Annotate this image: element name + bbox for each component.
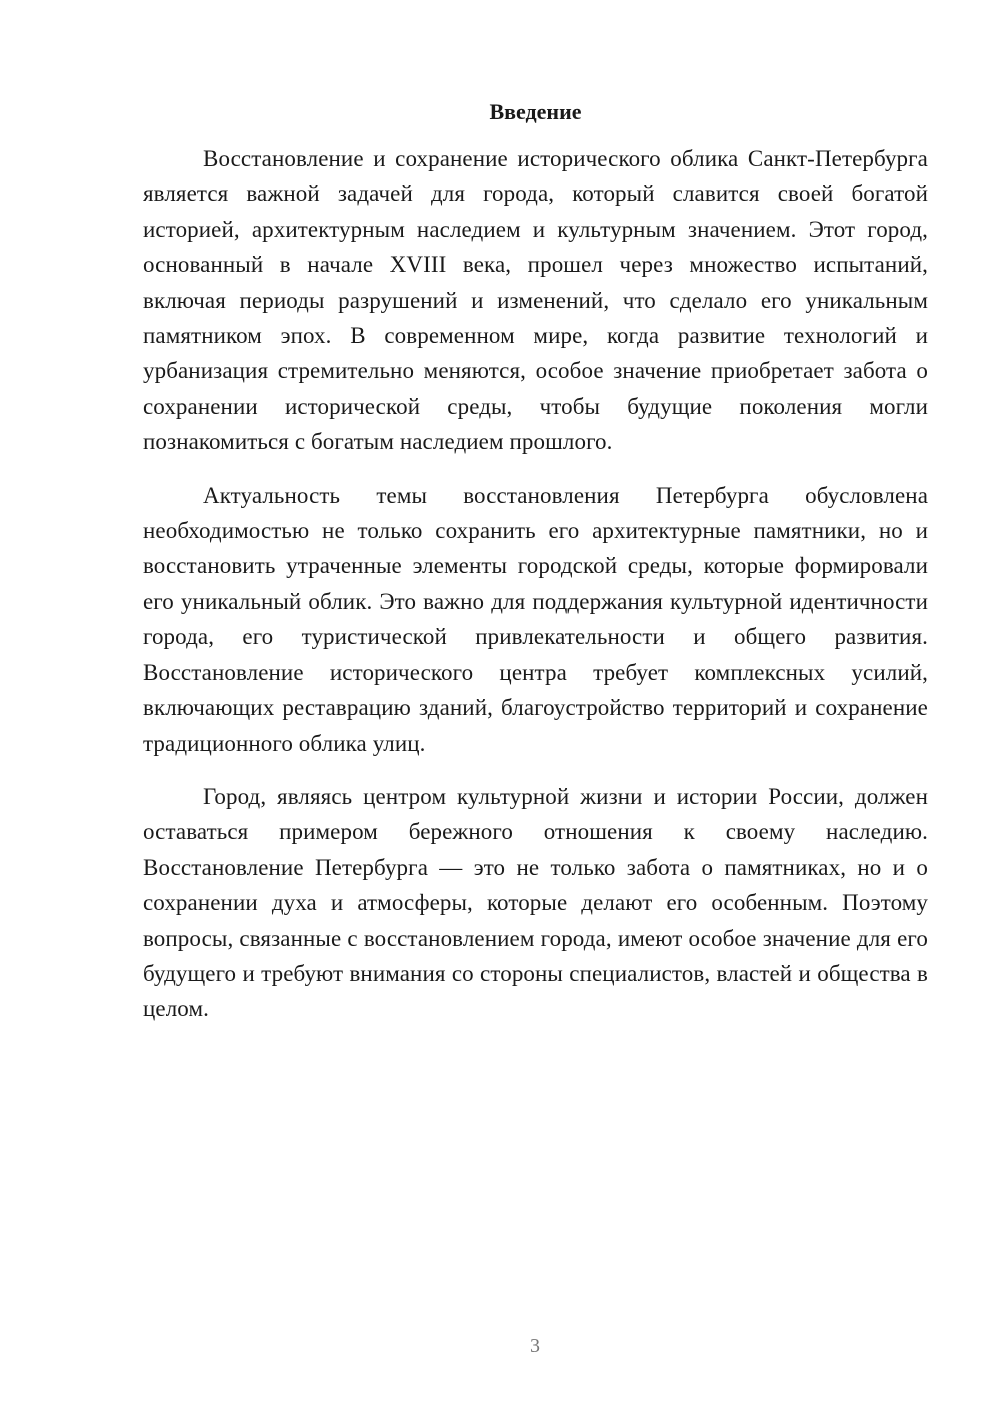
page-number: 3	[530, 1335, 540, 1357]
paragraph-1: Восстановление и сохранение исторического облика Санкт-Петербурга является важной задачей для города, который славится своей богатой историей, архитектурным наследием и культурным значением. Этот город, основанный в начале XVIII века, прошел через множество испытаний, включая периоды разрушений и изменений, что сделало его уникальным памятником эпох. В современном мире, когда развитие технологий и урбанизация стремительно меняются, особое значение приобретает забота о сохранении исторической среды, чтобы будущие поколения могли познакомиться с богатым наследием прошлого.	[143, 146, 928, 455]
section-heading: Введение	[489, 99, 582, 124]
paragraph-2: Актуальность темы восстановления Петербурга обусловлена необходимостью не только сохранить его архитектурные памятники, но и восстановить утраченные элементы городской среды, которые формировали его уникальный облик. Это важно для поддержания культурной идентичности города, его туристической привлекательности и общего развития. Восстановление исторического центра требует комплексных усилий, включающих реставрацию зданий, благоустройство территорий и сохранение традиционного облика улиц.	[143, 482, 928, 756]
paragraph-3: Город, являясь центром культурной жизни и истории России, должен оставаться примером бережного отношения к своему наследию. Восстановление Петербурга — это не только забота о памятниках, но и о сохранении духа и атмосферы, которые делают его особенным. Поэтому вопросы, связанные с восстановлением города, имеют особое значение для его будущего и требуют внимания со стороны специалистов, властей и общества в целом.	[143, 783, 928, 1022]
body-text	[143, 141, 928, 1027]
